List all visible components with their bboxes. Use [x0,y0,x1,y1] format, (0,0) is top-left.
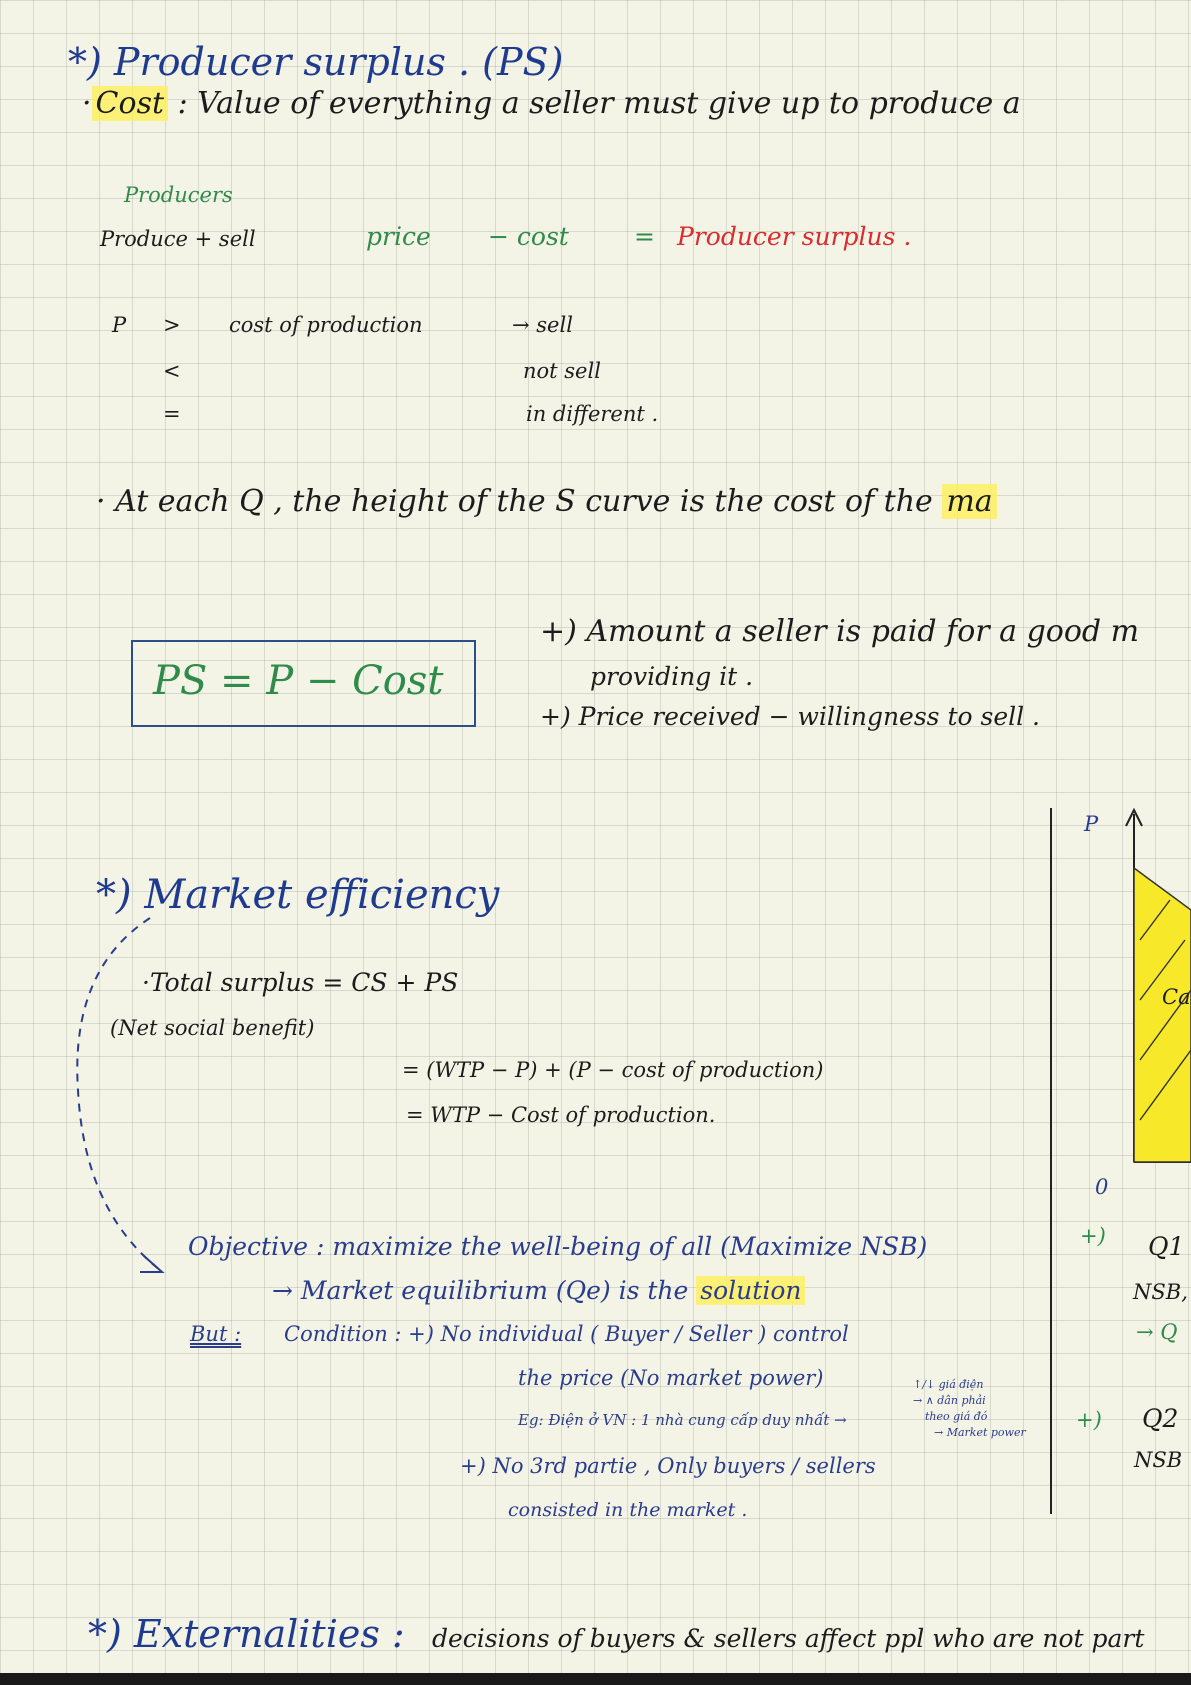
rule-sell: → sell [512,313,573,337]
cost-definition-line [82,86,1021,121]
condition-2: +) No 3rd partie , Only buyers / sellers [460,1454,876,1478]
solution-prefix: → Market equilibrium (Qe) is the [272,1276,689,1305]
example-line: Eg: Điện ở VN : 1 nhà cung cấp duy nhất → [518,1411,847,1429]
rule-p: P [112,313,127,337]
producer-surplus-heading: *) Producer surplus . (PS) [68,40,564,84]
producer-surplus-term: Producer surplus . [677,222,912,251]
ps-definition-2: +) Price received − willingness to sell . [540,702,1040,731]
condition-1b: the price (No market power) [518,1366,824,1390]
total-surplus: ·Total surplus = CS + PS [142,968,459,997]
cost-definition: : Value of everything a seller must give up to produce a [177,86,1021,121]
rule-not-sell: not sell [523,359,601,383]
axis-origin-label: 0 [1095,1175,1109,1199]
s-curve-highlight: ma [942,484,996,519]
market-efficiency-heading: *) Market efficiency [96,872,500,918]
dashed-arrow [60,910,200,1280]
net-social-benefit: (Net social benefit) [110,1016,315,1040]
side-note-2: → ∧ dân phải [913,1394,986,1407]
rule-cost: cost of production [229,313,423,337]
rule-eq: = [163,402,181,426]
bottom-bar [0,1673,1191,1685]
cost-term: Cost [92,86,168,121]
rule-lt: < [163,359,181,383]
cs-area-label: Ca [1162,985,1191,1009]
side-note-3: theo giá đó [925,1410,988,1423]
solution-word: solution [696,1276,805,1305]
ps-definition-1b: providing it . [590,662,754,691]
externalities-text: decisions of buyers & sellers affect ppl who are not part [432,1624,1145,1653]
surplus-equation-1: = (WTP − P) + (P − cost of production) [402,1058,824,1082]
equals-sign: = [634,222,655,251]
rule-gt: > [163,313,181,337]
condition-2b: consisted in the market . [508,1499,748,1521]
plus-marker-2: +) [1076,1408,1102,1432]
ps-definition-1: +) Amount a seller is paid for a good m [540,614,1140,649]
condition-1: Condition : +) No individual ( Buyer / Seller ) control [284,1322,849,1346]
surplus-equation-2: = WTP − Cost of production. [406,1103,716,1127]
objective: Objective : maximize the well-being of all (Maximize NSB) [188,1232,928,1261]
q2-label: Q2 [1142,1404,1179,1433]
plus-marker-1: +) [1080,1224,1106,1248]
rule-indifferent: in different . [526,402,659,426]
nsb2-label: NSB [1134,1448,1183,1472]
arrow-q-label: → Q [1136,1320,1178,1344]
q1-label: Q1 [1148,1232,1185,1261]
solution-line [272,1276,805,1305]
nsb1-label: NSB, [1133,1280,1188,1304]
price-term: price [366,222,431,251]
ps-formula: PS = P − Cost [153,658,444,704]
externalities-heading: *) Externalities : [88,1612,405,1656]
minus-cost-term: − cost [488,222,569,251]
cs-shaded-area [1134,868,1191,1162]
side-note-4: → Market power [934,1426,1026,1439]
ps-formula-box [131,640,476,727]
s-curve-note [96,484,997,519]
producers-label: Producers [124,183,233,207]
side-note-1: ↑/↓ giá điện [913,1378,984,1391]
but-label: But : [190,1322,242,1346]
s-curve-text: · At each Q , the height of the S curve is the cost of the [96,484,933,519]
axis-p-label: P [1084,812,1099,836]
produce-sell: Produce + sell [100,227,256,251]
cost-bullet: · [82,86,92,121]
